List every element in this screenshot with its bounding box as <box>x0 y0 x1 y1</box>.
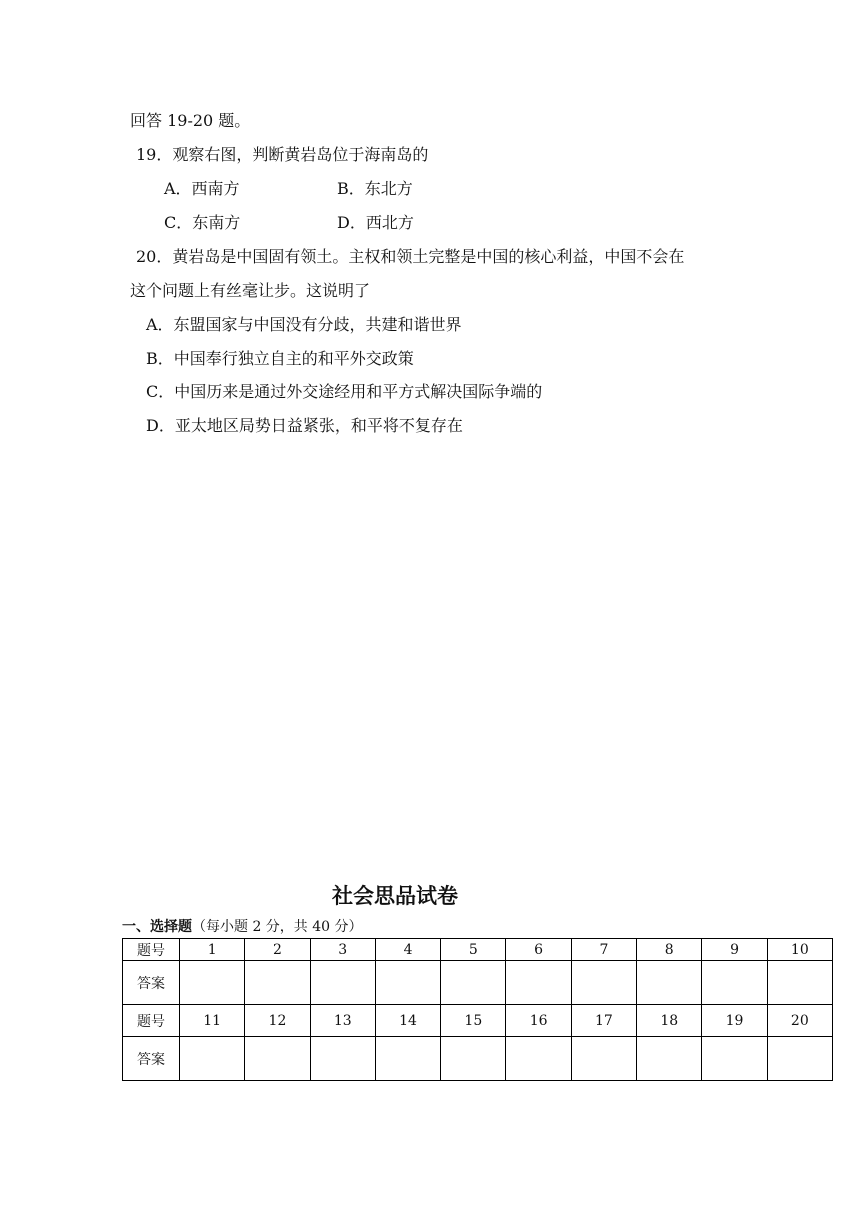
section-heading <box>122 918 363 936</box>
answer-cell[interactable] <box>310 961 375 1005</box>
answer-cell[interactable] <box>245 1037 310 1081</box>
question-19-option-d: D．西北方 <box>337 213 414 232</box>
question-20-option-b: B．中国奉行独立自主的和平外交政策 <box>146 349 414 368</box>
answer-cell[interactable] <box>441 961 506 1005</box>
question-number-cell: 2 <box>245 939 310 961</box>
question-number-cell: 15 <box>441 1005 506 1037</box>
question-number-cell: 13 <box>310 1005 375 1037</box>
question-number-cell: 17 <box>571 1005 636 1037</box>
answer-cell[interactable] <box>637 1037 702 1081</box>
answer-cell[interactable] <box>180 1037 245 1081</box>
question-number-cell: 19 <box>702 1005 767 1037</box>
question-20-stem-line1: 20．黄岩岛是中国固有领土。主权和领土完整是中国的核心利益，中国不会在 <box>136 247 685 266</box>
question-19-stem: 19．观察右图，判断黄岩岛位于海南岛的 <box>136 145 429 164</box>
section-note: （每小题 2 分，共 40 分） <box>192 919 363 935</box>
question-number-cell: 1 <box>180 939 245 961</box>
answer-cell[interactable] <box>506 1037 571 1081</box>
question-19-option-c: C．东南方 <box>164 213 241 232</box>
question-number-cell: 6 <box>506 939 571 961</box>
answer-table <box>122 938 833 1081</box>
answer-cell[interactable] <box>375 961 440 1005</box>
answer-sheet-title: 社会思品试卷 <box>332 884 458 908</box>
answer-cell[interactable] <box>245 961 310 1005</box>
section-label: 一、选择题 <box>122 919 192 935</box>
row-label-number: 题号 <box>123 1005 180 1037</box>
question-19-option-a: A．西南方 <box>164 179 240 198</box>
row-label-answer: 答案 <box>123 961 180 1005</box>
question-number-cell: 8 <box>637 939 702 961</box>
answer-cell[interactable] <box>571 961 636 1005</box>
question-number-cell: 5 <box>441 939 506 961</box>
row-label-answer: 答案 <box>123 1037 180 1081</box>
question-number-cell: 11 <box>180 1005 245 1037</box>
answer-cell[interactable] <box>441 1037 506 1081</box>
question-number-cell: 20 <box>767 1005 832 1037</box>
question-number-cell: 18 <box>637 1005 702 1037</box>
answer-cell[interactable] <box>310 1037 375 1081</box>
question-number-cell: 16 <box>506 1005 571 1037</box>
question-20-stem-line2: 这个问题上有丝毫让步。这说明了 <box>130 281 371 300</box>
answer-cell[interactable] <box>702 1037 767 1081</box>
answer-cell[interactable] <box>180 961 245 1005</box>
question-number-cell: 4 <box>375 939 440 961</box>
question-number-cell: 7 <box>571 939 636 961</box>
question-20-option-c: C．中国历来是通过外交途经用和平方式解决国际争端的 <box>146 382 543 401</box>
question-19-option-b: B．东北方 <box>337 179 413 198</box>
answer-cell[interactable] <box>506 961 571 1005</box>
question-number-cell: 12 <box>245 1005 310 1037</box>
answer-cell[interactable] <box>375 1037 440 1081</box>
number-row-1 <box>123 939 833 961</box>
answer-row-2 <box>123 1037 833 1081</box>
intro-text: 回答 19-20 题。 <box>130 111 251 130</box>
answer-cell[interactable] <box>571 1037 636 1081</box>
question-number-cell: 14 <box>375 1005 440 1037</box>
answer-row-1 <box>123 961 833 1005</box>
answer-cell[interactable] <box>767 1037 832 1081</box>
answer-cell[interactable] <box>702 961 767 1005</box>
answer-cell[interactable] <box>637 961 702 1005</box>
question-number-cell: 9 <box>702 939 767 961</box>
answer-cell[interactable] <box>767 961 832 1005</box>
row-label-number: 题号 <box>123 939 180 961</box>
question-20-option-d: D．亚太地区局势日益紧张，和平将不复存在 <box>146 416 463 435</box>
number-row-2 <box>123 1005 833 1037</box>
question-number-cell: 3 <box>310 939 375 961</box>
question-20-option-a: A．东盟国家与中国没有分歧，共建和谐世界 <box>146 315 462 334</box>
question-number-cell: 10 <box>767 939 832 961</box>
